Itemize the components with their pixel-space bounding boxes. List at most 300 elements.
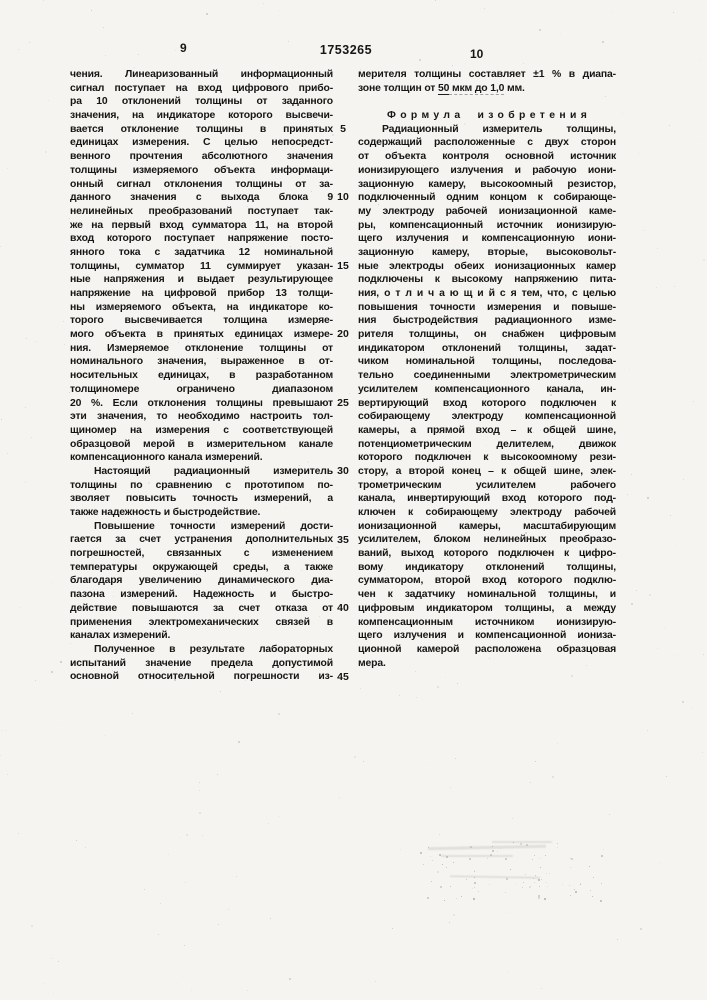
scan-speck xyxy=(60,661,62,663)
text-line: венного прочтения абсолютного значения xyxy=(70,151,333,163)
scan-speck xyxy=(611,11,612,12)
scan-speck xyxy=(7,168,8,169)
scan-speck xyxy=(461,896,462,897)
scan-speck xyxy=(279,10,280,11)
claim-line-number: 5 xyxy=(340,122,346,135)
text-line: благодаря увеличению динамического диа- xyxy=(70,575,333,587)
text-line: каналах измерений. xyxy=(70,630,171,642)
scan-speck xyxy=(18,833,19,834)
left-text-column xyxy=(70,68,333,684)
scan-speck xyxy=(643,230,644,231)
scan-speck xyxy=(363,761,364,762)
scan-speck xyxy=(437,686,439,688)
text-line: чиком номинальной толщины, последова- xyxy=(358,356,616,368)
text-line: ра 10 отклонений толщины от заданного xyxy=(70,96,333,108)
scan-speck xyxy=(539,858,540,859)
scan-speck xyxy=(570,858,571,859)
underlined-value: 50 xyxy=(437,82,450,94)
scan-speck xyxy=(602,41,604,43)
scan-speck xyxy=(529,886,531,888)
text-line: носительных единицах, в разработанном xyxy=(70,370,333,382)
scan-speck xyxy=(570,895,571,896)
scan-smudge xyxy=(441,855,513,857)
scan-speck xyxy=(400,849,401,850)
text-line: собирающему электроду компенсационной xyxy=(358,411,616,423)
text-line: гается за счет устранения дополнительных xyxy=(70,534,333,546)
scan-speck xyxy=(589,866,590,867)
scan-speck xyxy=(445,677,446,678)
scan-speck xyxy=(449,922,450,923)
text-line: содержащий расположенные с двух сторон xyxy=(358,137,616,149)
scan-speck xyxy=(659,863,660,864)
scan-speck xyxy=(456,898,457,899)
scan-speck xyxy=(444,900,445,901)
scan-speck xyxy=(25,407,26,408)
right-text-column xyxy=(358,68,616,670)
scan-speck xyxy=(657,248,658,249)
scan-speck xyxy=(160,903,161,904)
scan-speck xyxy=(474,870,475,871)
claim-line-number: 25 xyxy=(337,396,349,409)
text-line: стору, а второй конец – к общей шине, элек- xyxy=(358,465,616,477)
scan-speck xyxy=(592,896,593,897)
text-line: ния. Измеряемое отклонение толщины от xyxy=(70,342,333,354)
text-line: толщины по сравнению с прототипом по- xyxy=(70,479,333,491)
text-line: ные электроды обеих ионизационных камер xyxy=(358,260,616,272)
text-line: ния быстродействия радиационного изме- xyxy=(358,315,616,327)
text-line: ваний, выход которого подключен к цифро- xyxy=(358,548,616,560)
claim-line-number: 40 xyxy=(337,602,349,615)
scan-speck xyxy=(399,695,400,696)
scan-speck xyxy=(575,891,577,893)
scan-speck xyxy=(487,858,488,859)
scan-speck xyxy=(682,701,684,703)
scan-speck xyxy=(603,849,604,850)
scan-speck xyxy=(392,928,393,929)
scan-speck xyxy=(505,892,506,893)
scan-speck xyxy=(574,889,575,890)
scan-speck xyxy=(185,882,186,883)
scan-speck xyxy=(29,42,30,43)
scan-speck xyxy=(435,0,436,1)
underlined-value: мкм до 1,0 xyxy=(449,82,505,94)
claim-line-number: 10 xyxy=(337,191,349,204)
scan-speck xyxy=(478,942,479,943)
scan-speck xyxy=(289,978,291,980)
scan-speck xyxy=(557,743,558,744)
scan-speck xyxy=(546,882,547,883)
scan-speck xyxy=(52,582,53,583)
scan-speck xyxy=(202,835,203,836)
scan-speck xyxy=(549,873,550,874)
scan-speck xyxy=(0,246,1,247)
scan-speck xyxy=(478,891,479,892)
text-line: ионизирующего излучения и рабочую иони- xyxy=(358,164,616,176)
scan-speck xyxy=(103,27,104,28)
scan-speck xyxy=(571,858,573,860)
scan-speck xyxy=(532,859,533,860)
scan-speck xyxy=(703,654,704,655)
scan-speck xyxy=(427,897,429,899)
scan-speck xyxy=(474,871,475,872)
text-line: ционной камерой расположена образцовая xyxy=(358,643,616,655)
scan-speck xyxy=(48,100,49,101)
text-line: потенциометрическим делителем, движок xyxy=(358,438,616,450)
scan-speck xyxy=(19,607,20,608)
scan-speck xyxy=(539,29,541,31)
scan-speck xyxy=(43,983,44,984)
text-line: подключены к высокому напряжению пита- xyxy=(358,274,616,286)
scan-speck xyxy=(466,879,467,880)
text-line: трометрическим усилителем рабочего xyxy=(358,479,616,491)
scan-speck xyxy=(206,13,208,15)
text-line: вход которого поступает напряжение посто- xyxy=(70,233,333,245)
text-line: мерителя толщины составляет ±1 % в диапа- xyxy=(358,69,616,80)
scan-speck xyxy=(7,453,8,454)
text-line: толщины измеряемого объекта информаци- xyxy=(70,164,333,176)
text-line: Полученное в результате лабораторных xyxy=(94,643,333,655)
text-line: онный сигнал отклонения толщины от за- xyxy=(70,178,333,190)
page-number-left: 9 xyxy=(180,41,187,55)
scan-speck xyxy=(492,850,494,852)
scan-speck xyxy=(616,556,617,557)
scan-speck xyxy=(557,843,558,844)
text-line: рителя толщины, он снабжен цифровым xyxy=(358,329,616,341)
scan-speck xyxy=(540,867,541,868)
scan-speck xyxy=(569,885,570,886)
scan-speck xyxy=(544,898,546,900)
text-line: испытаний значение предела допустимой xyxy=(70,657,333,669)
scan-speck xyxy=(457,683,458,684)
text-line: компенсационного канала измерений. xyxy=(70,452,263,464)
scan-speck xyxy=(510,869,511,870)
scan-speck xyxy=(278,713,280,715)
text-line: му электроду рабочей ионизационной каме- xyxy=(358,205,616,217)
scan-speck xyxy=(639,153,640,154)
scan-speck xyxy=(525,874,526,875)
scan-speck xyxy=(429,764,430,765)
text-line: сигнал поступает на вход цифрового прибо- xyxy=(70,82,333,94)
text-line xyxy=(358,95,616,109)
text-line: зволяет повысить точность измерений, а xyxy=(70,493,333,505)
scan-speck xyxy=(31,437,32,438)
text-line: зоне толщин от 50 мкм до 1,0 мм. xyxy=(358,82,525,94)
line-number-gutter xyxy=(330,68,356,768)
text-line: Настоящий радиационный измеритель xyxy=(94,465,333,477)
scan-speck xyxy=(570,867,571,868)
text-line: ния, о т л и ч а ю щ и й с я тем, что, с целью xyxy=(358,288,616,299)
scan-speck xyxy=(670,515,671,516)
scan-speck xyxy=(360,688,361,689)
scan-speck xyxy=(560,33,561,34)
scan-speck xyxy=(601,855,603,857)
scan-speck xyxy=(609,814,610,815)
scan-speck xyxy=(199,790,200,791)
scan-speck xyxy=(535,761,536,762)
text-line: толщины, сумматор 11 суммирует указан- xyxy=(70,260,333,272)
text-line: торого высвечивается толщина измеряе- xyxy=(70,315,333,327)
section-heading: Формула изобретения xyxy=(386,110,592,122)
scan-speck xyxy=(288,41,289,42)
scan-speck xyxy=(530,782,531,783)
scan-speck xyxy=(450,886,451,887)
text-line: ны измеряемого объекта, на индикаторе ко- xyxy=(70,301,333,313)
scan-speck xyxy=(489,884,490,885)
scan-speck xyxy=(18,49,19,50)
scan-speck xyxy=(473,898,475,900)
scan-speck xyxy=(571,675,573,677)
scan-speck xyxy=(416,697,417,698)
scan-speck xyxy=(657,648,658,649)
text-line: вертирующий вход которого подключен к xyxy=(358,397,616,409)
scan-speck xyxy=(636,590,637,591)
scan-speck xyxy=(497,851,498,852)
scan-speck xyxy=(455,758,456,759)
scan-speck xyxy=(228,909,229,910)
scan-speck xyxy=(649,594,651,596)
scan-speck xyxy=(541,988,542,989)
scan-speck xyxy=(580,883,581,884)
scan-speck xyxy=(58,961,59,962)
scan-speck xyxy=(683,479,684,480)
scan-speck xyxy=(674,286,675,287)
scan-speck xyxy=(484,8,485,9)
scan-speck xyxy=(432,860,433,861)
scan-speck xyxy=(631,603,633,605)
scan-speck xyxy=(238,741,240,743)
text-line: зационную камеру, высокоомный резистор, xyxy=(358,178,616,190)
scan-smudge xyxy=(450,875,540,879)
scan-speck xyxy=(700,59,701,60)
scan-speck xyxy=(474,882,476,884)
text-line: данного значения с выхода блока 9 xyxy=(70,192,333,204)
text-line: Радиационный измеритель толщины, xyxy=(382,123,616,135)
text-line: ионизационной камеры, масштабирующим xyxy=(358,520,616,532)
scan-speck xyxy=(51,958,52,959)
scan-speck xyxy=(547,886,548,887)
scan-speck xyxy=(664,627,665,628)
scan-speck xyxy=(453,862,454,863)
text-line: Повышение точности измерений дости- xyxy=(94,520,333,532)
scan-speck xyxy=(419,59,421,61)
text-line: повышения точности измерения и повыше- xyxy=(358,301,616,313)
scan-speck xyxy=(545,855,546,856)
scan-speck xyxy=(76,840,77,841)
scan-speck xyxy=(534,855,535,856)
text-line: ры, компенсационный источник ионизирую- xyxy=(358,219,616,231)
scan-speck xyxy=(629,369,630,370)
scan-speck xyxy=(61,723,62,724)
scan-speck xyxy=(523,882,524,883)
scan-speck xyxy=(534,882,535,883)
scan-speck xyxy=(515,884,516,885)
scan-speck xyxy=(7,774,8,775)
scan-speck xyxy=(53,993,54,994)
scan-speck xyxy=(5,730,6,731)
scan-speck xyxy=(186,834,188,836)
text-line: номинального значения, выраженное в от- xyxy=(70,356,333,368)
patent-number: 1753265 xyxy=(319,43,373,57)
scan-speck xyxy=(546,873,547,874)
scan-speck xyxy=(523,63,524,64)
scan-speck xyxy=(25,482,26,483)
text-line: вается отклонение толщины в принятых xyxy=(70,123,333,135)
text-line: чения. Линеаризованный информационный xyxy=(70,69,333,80)
claim-line-number: 35 xyxy=(337,533,349,546)
scan-speck xyxy=(446,867,447,868)
scan-speck xyxy=(339,797,340,798)
text-line: единицах измерения. С целью непосредст- xyxy=(70,137,333,149)
scan-speck xyxy=(144,889,145,890)
scan-speck xyxy=(562,884,563,885)
scan-speck xyxy=(279,816,280,817)
text-line: также надежность и быстродействие. xyxy=(70,507,261,518)
scan-speck xyxy=(691,707,692,708)
scan-speck xyxy=(51,671,53,673)
scan-speck xyxy=(617,939,618,940)
scan-speck xyxy=(450,787,451,788)
scan-speck xyxy=(674,655,675,656)
scan-speck xyxy=(453,914,455,916)
scan-speck xyxy=(440,886,442,888)
scan-speck xyxy=(666,776,667,777)
scan-speck xyxy=(91,10,92,11)
scan-speck xyxy=(474,887,475,888)
scan-speck xyxy=(538,895,540,897)
scan-speck xyxy=(557,847,558,848)
text-line: ные напряжения и выдает результирующее xyxy=(70,274,333,286)
scan-speck xyxy=(63,321,64,322)
scan-speck xyxy=(36,341,37,342)
text-line: толщиномере ограничено диапазоном xyxy=(70,383,333,395)
text-line: применения электромеханических связей в xyxy=(70,616,333,628)
scan-speck xyxy=(439,834,440,835)
text-line: эти значения, то необходимо настроить тол- xyxy=(70,411,333,423)
text-line: вому индикатору отклонений толщины, xyxy=(358,561,616,573)
text-line: погрешностей, связанных с изменением xyxy=(70,548,333,560)
scan-speck xyxy=(472,888,473,889)
text-line: мера. xyxy=(358,657,386,669)
text-line: значения, на индикаторе которого высвечи- xyxy=(70,110,333,122)
scan-speck xyxy=(43,0,44,1)
text-line: образцовой мерой в измерительном канале xyxy=(70,438,333,450)
scan-speck xyxy=(236,876,237,877)
scan-speck xyxy=(522,887,523,888)
text-line: щего излучения и компенсационную иони- xyxy=(358,233,616,245)
scan-speck xyxy=(104,735,105,736)
text-line: чен к задатчику номинальной толщины, и xyxy=(358,589,616,601)
scan-speck xyxy=(541,879,542,880)
scan-speck xyxy=(538,897,540,899)
text-line: 20 %. Если отклонения толщины превышают xyxy=(70,397,333,409)
scan-speck xyxy=(220,691,221,692)
text-line: ключен к собирающему электроду рабочей xyxy=(358,507,616,518)
scan-speck xyxy=(263,3,264,4)
scan-speck xyxy=(593,877,594,878)
text-line: действие повышаются за счет отказа от xyxy=(70,602,333,614)
scan-speck xyxy=(431,881,432,882)
text-line: температуры окружающей среды, а также xyxy=(70,561,333,573)
scan-speck xyxy=(217,774,218,775)
scan-smudge xyxy=(492,841,552,843)
text-line: цифровым индикатором толщины, а между xyxy=(358,602,616,614)
scan-speck xyxy=(420,852,422,854)
scan-speck xyxy=(180,837,181,838)
scan-speck xyxy=(469,858,471,860)
claim-line-number: 15 xyxy=(337,259,349,272)
text-line: компенсационным источником ионизирую- xyxy=(358,616,616,628)
scan-speck xyxy=(1,730,2,731)
scan-speck xyxy=(423,864,424,865)
text-line: основной относительной погрешности из- xyxy=(70,671,333,683)
claim-line-number: 20 xyxy=(337,328,349,341)
scan-speck xyxy=(1,419,2,420)
scan-smudge xyxy=(428,845,546,850)
scan-speck xyxy=(693,401,694,402)
scan-speck xyxy=(415,671,416,672)
scan-speck xyxy=(35,680,36,681)
scan-speck xyxy=(247,990,248,991)
scan-speck xyxy=(505,858,507,860)
scan-speck xyxy=(703,259,705,261)
scan-speck xyxy=(26,338,27,339)
scan-speck xyxy=(177,982,178,983)
text-line: напряжение на цифровой прибор 13 толщи- xyxy=(70,288,333,299)
scan-speck xyxy=(0,755,1,756)
scan-speck xyxy=(442,864,443,865)
text-line: пазона измерений. Надежность и быстро- xyxy=(70,589,333,601)
scan-speck xyxy=(538,879,540,881)
scan-speck xyxy=(656,287,657,288)
scan-speck xyxy=(184,945,185,946)
scan-speck xyxy=(676,545,677,546)
scan-speck xyxy=(452,65,453,66)
text-line: подключенный одним концом к собирающе- xyxy=(358,192,616,204)
claim-line-number: 45 xyxy=(337,670,349,683)
scan-speck xyxy=(430,856,431,857)
text-line: щиномер на измерения с соответствующей xyxy=(70,424,333,436)
text-line: индикатором отклонений толщины, задат- xyxy=(358,342,616,354)
text-line: тельно соединенными электрометрическим xyxy=(358,370,616,382)
scan-speck xyxy=(437,871,439,873)
scan-speck xyxy=(64,344,65,345)
text-line: зационную камеру, вторые, высоковольт- xyxy=(358,246,616,258)
scan-speck xyxy=(601,883,602,884)
scan-speck xyxy=(506,912,507,913)
scan-speck xyxy=(45,151,47,153)
text-line: янного тока с задатчика 12 номинальной xyxy=(70,246,333,258)
scan-speck xyxy=(552,776,554,778)
scan-speck xyxy=(647,497,649,499)
scan-speck xyxy=(600,900,602,902)
scan-speck xyxy=(105,55,106,56)
scan-speck xyxy=(647,730,648,731)
scan-speck xyxy=(158,934,159,935)
scan-speck xyxy=(580,884,581,885)
scan-speck xyxy=(270,918,271,919)
scan-speck xyxy=(175,50,176,51)
text-line: же на первый вход сумматора 11, на второй xyxy=(70,219,333,231)
text-line: сумматором, второй вход которого подклю- xyxy=(358,575,616,587)
text-line: усилителем, блоком нелинейных преобразо- xyxy=(358,534,616,546)
text-line: камеры, а прямой вход – к общей шине, xyxy=(358,424,616,436)
scan-speck xyxy=(375,981,376,982)
scan-speck xyxy=(590,890,591,891)
scan-speck xyxy=(698,139,699,140)
page-number-right: 10 xyxy=(470,47,484,61)
scan-speck xyxy=(268,823,269,824)
scan-speck xyxy=(631,474,632,475)
